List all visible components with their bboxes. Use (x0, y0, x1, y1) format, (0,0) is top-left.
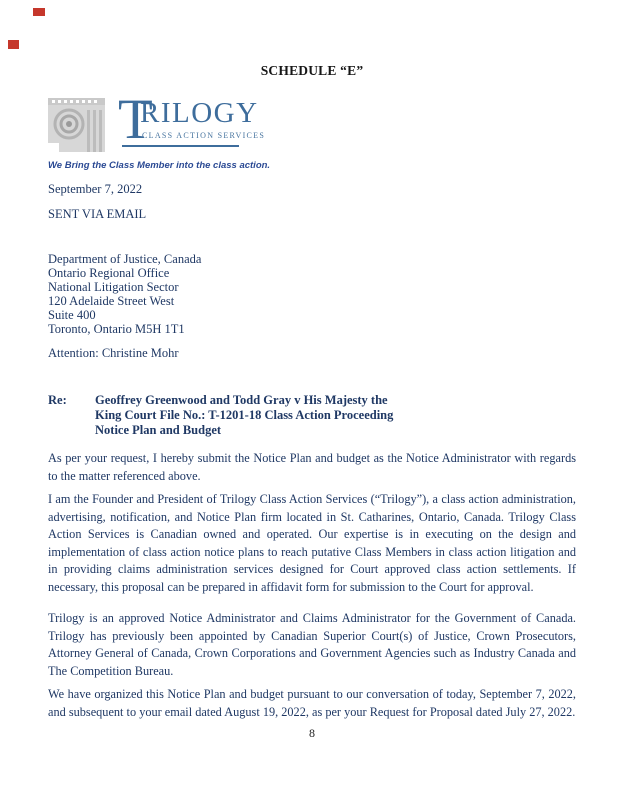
address-line: Toronto, Ontario M5H 1T1 (48, 322, 185, 336)
delivery-method: SENT VIA EMAIL (48, 207, 147, 221)
body-paragraph: As per your request, I hereby submit the Notice Plan and budget as the Notice Administrator with regards to the matter referenced above. (48, 451, 576, 483)
attention-line: Attention: Christine Mohr (48, 346, 179, 360)
re-label: Re: (48, 393, 67, 407)
re-subject-lines (95, 393, 393, 438)
column-capital-icon (48, 98, 105, 152)
address-line: Ontario Regional Office (48, 266, 170, 280)
re-line: Notice Plan and Budget (95, 423, 222, 437)
address-line: 120 Adelaide Street West (48, 294, 175, 308)
brand-subtitle: CLASS ACTION SERVICES (142, 131, 266, 140)
re-line: King Court File No.: T-1201-18 Class Action Proceeding (95, 408, 394, 422)
red-annotation-mark (8, 40, 19, 49)
body-paragraph: I am the Founder and President of Trilogy Class Action Services (“Trilogy”), a class action administration, advertising, notification, and Notice Plan firm located in St. Catharines, Ontario, Canada. Trilogy Class Action Services is Canadian owned and operated. Our expertise is in executing on the design and implementation of class action notice plans to reach putative Class Members in class action litigation and in providing claims administration services designed for Court approved class action settlements. If necessary, this proposal can be prepared in affidavit form for submission to the Court for approval. (48, 492, 576, 594)
brand-initial: T (118, 88, 153, 151)
body-paragraph: Trilogy is an approved Notice Administrator and Claims Administrator for the Government of Canada. Trilogy has previously been appointed by Canadian Superior Court(s) of Justice, Crown Prosecutors, Attorney General of Canada, Crown Corporations and Government Agencies such as Industry Canada and The Competition Bureau. (48, 611, 576, 678)
brand-tagline: We Bring the Class Member into the class action. (48, 160, 271, 171)
schedule-heading: SCHEDULE “E” (260, 63, 364, 78)
brand-name: RILOGY (140, 97, 259, 129)
page-number: 8 (309, 726, 315, 740)
address-line: National Litigation Sector (48, 280, 179, 294)
letter-date: September 7, 2022 (48, 182, 143, 196)
red-annotation-mark (33, 8, 45, 16)
re-line: Geoffrey Greenwood and Todd Gray v His Majesty the (95, 393, 388, 407)
recipient-address (48, 252, 576, 336)
brand-wordmark (109, 88, 266, 152)
body-paragraph: We have organized this Notice Plan and budget pursuant to our conversation of today, September 7, 2022, and subsequent to your email dated August 19, 2022, as per your Request for Proposal dated July 27, 2022. (48, 687, 576, 719)
address-line: Department of Justice, Canada (48, 252, 202, 266)
address-line: Suite 400 (48, 308, 96, 322)
re-subject-block (48, 393, 576, 438)
letterhead-logo (48, 88, 576, 152)
